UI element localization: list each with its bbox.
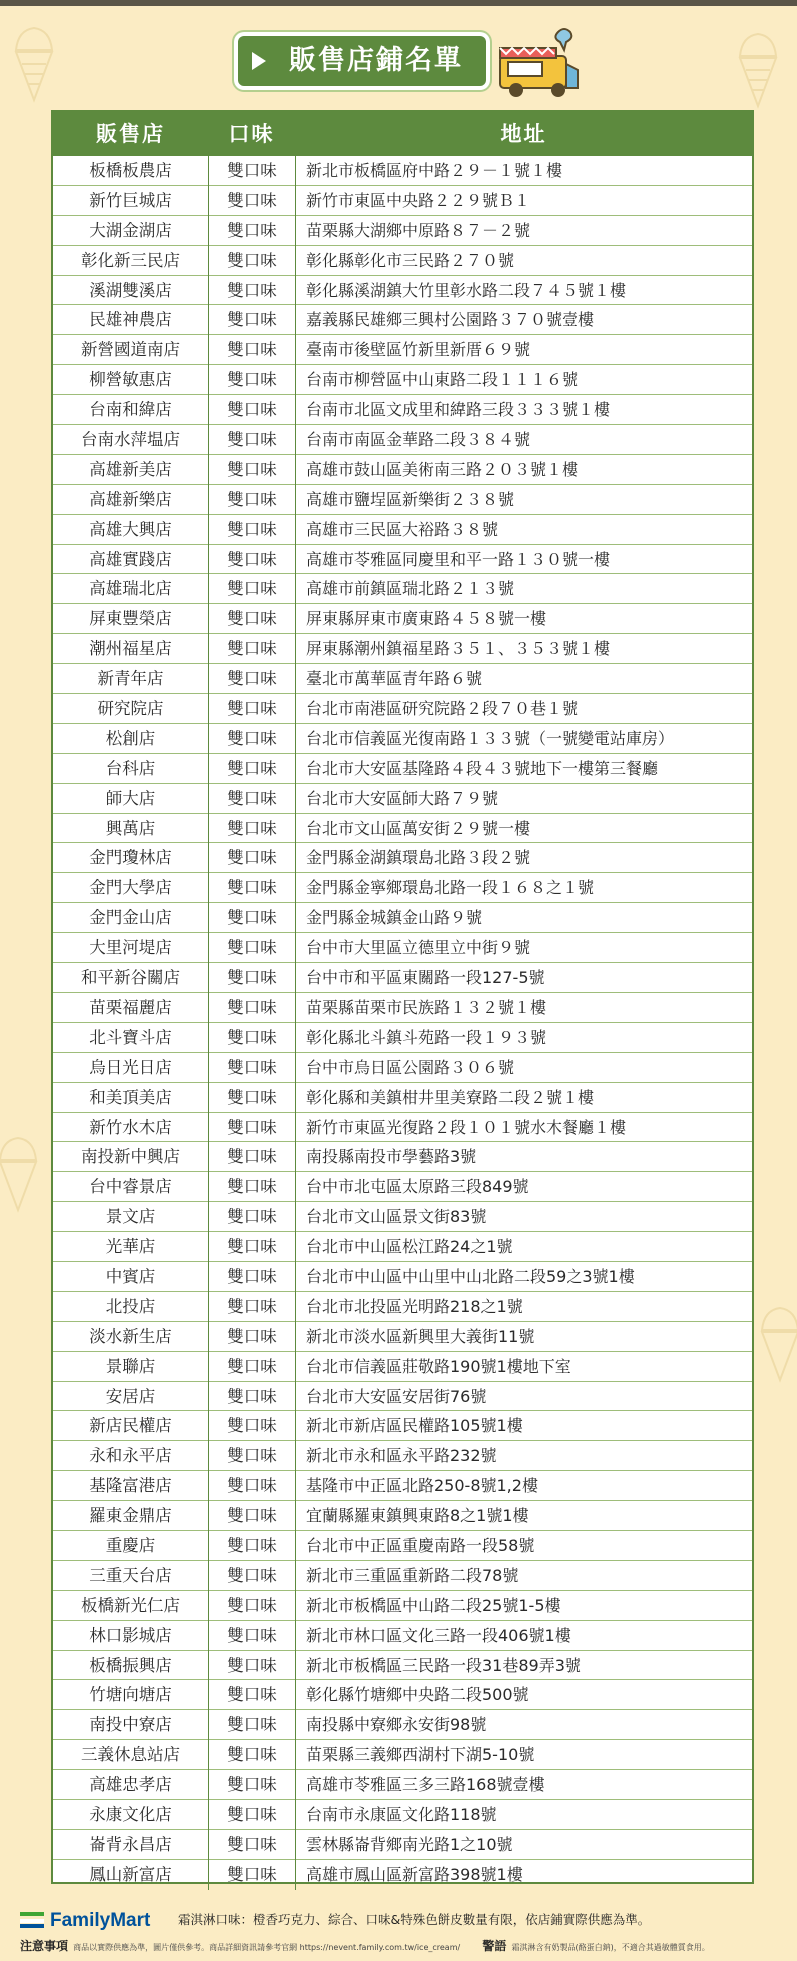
store-name-cell: 台南和緯店 [89, 400, 172, 420]
flavor-cell: 雙口味 [208, 1113, 295, 1143]
table-row [53, 1023, 752, 1053]
address-cell: 台南市南區金華路二段３８４號 [295, 425, 752, 455]
flavor-note: 霜淇淋口味：橙香巧克力、綜合、口味&特殊色餅皮數量有限，依店鋪實際供應為準。 [178, 1912, 651, 1927]
store-name-cell: 永和永平店 [89, 1446, 172, 1466]
table-row [53, 276, 752, 306]
flavor-cell: 雙口味 [208, 1352, 295, 1382]
flavor-cell: 雙口味 [208, 873, 295, 903]
store-name-cell: 柳營敏惠店 [89, 370, 172, 390]
page-title: 販售店鋪名單 [289, 45, 463, 76]
address-cell: 台南市柳營區中山東路二段１１１６號 [295, 365, 752, 395]
table-row [53, 1651, 752, 1681]
table-row [53, 604, 752, 634]
table-row [53, 903, 752, 933]
table-row [53, 186, 752, 216]
flavor-cell: 雙口味 [208, 1591, 295, 1621]
store-name-cell: 板橋板農店 [89, 161, 172, 180]
address-cell: 台北市大安區安居街76號 [295, 1382, 752, 1412]
table-row [53, 1830, 752, 1860]
address-cell: 南投縣南投市學藝路3號 [295, 1142, 752, 1172]
address-cell: 苗栗縣苗栗市民族路１３２號１樓 [295, 993, 752, 1023]
column-header-address: 地址 [500, 122, 547, 146]
table-row [53, 1740, 752, 1770]
table-row [53, 1232, 752, 1262]
store-name-cell: 三義休息站店 [81, 1745, 180, 1765]
address-cell: 台北市北投區光明路218之1號 [295, 1292, 752, 1322]
store-name-cell: 安居店 [105, 1386, 156, 1406]
table-row [53, 1441, 752, 1471]
table-row [53, 305, 752, 335]
store-name-cell: 景聯店 [105, 1356, 156, 1376]
flavor-cell: 雙口味 [208, 1202, 295, 1232]
table-row [53, 425, 752, 455]
flavor-cell: 雙口味 [208, 425, 295, 455]
store-name-cell: 高雄新樂店 [89, 489, 172, 509]
ice-cream-cone-icon [0, 1130, 46, 1216]
store-name-cell: 彰化新三民店 [81, 250, 180, 270]
flavor-cell: 雙口味 [208, 1232, 295, 1262]
flavor-cell: 雙口味 [208, 276, 295, 306]
table-body [53, 156, 752, 1890]
table-row [53, 784, 752, 814]
flavor-cell: 雙口味 [208, 1860, 295, 1890]
flavor-cell: 雙口味 [208, 664, 295, 694]
table-row [53, 1202, 752, 1232]
table-row [53, 1352, 752, 1382]
address-cell: 苗栗縣大湖鄉中原路８７－２號 [295, 216, 752, 246]
flavor-cell: 雙口味 [208, 993, 295, 1023]
address-cell: 屏東縣屏東市廣東路４５８號一樓 [295, 604, 752, 634]
address-cell: 高雄市苓雅區三多三路168號壹樓 [295, 1770, 752, 1800]
table-row [53, 574, 752, 604]
store-name-cell: 金門瓊林店 [89, 848, 172, 868]
address-cell: 台北市信義區光復南路１３３號（一號變電站庫房） [295, 724, 752, 754]
store-name-cell: 板橋振興店 [89, 1655, 172, 1675]
address-cell: 臺南市後壁區竹新里新厝６９號 [295, 335, 752, 365]
table-row [53, 455, 752, 485]
flavor-cell: 雙口味 [208, 335, 295, 365]
address-cell: 宜蘭縣羅東鎮興東路8之1號1樓 [295, 1501, 752, 1531]
store-name-cell: 大里河堤店 [89, 938, 172, 958]
flavor-cell: 雙口味 [208, 1680, 295, 1710]
flavor-cell: 雙口味 [208, 754, 295, 784]
flavor-cell: 雙口味 [208, 1023, 295, 1053]
address-cell: 臺北市萬華區青年路６號 [295, 664, 752, 694]
flavor-cell: 雙口味 [208, 1800, 295, 1830]
store-name-cell: 興萬店 [105, 818, 156, 838]
table-row [53, 1800, 752, 1830]
store-name-cell: 台科店 [105, 758, 156, 778]
flavor-cell: 雙口味 [208, 1292, 295, 1322]
flavor-cell: 雙口味 [208, 485, 295, 515]
table-row [53, 1680, 752, 1710]
flavor-cell: 雙口味 [208, 515, 295, 545]
store-name-cell: 景文店 [105, 1207, 156, 1227]
store-name-cell: 北斗寶斗店 [89, 1027, 172, 1047]
flavor-cell: 雙口味 [208, 1501, 295, 1531]
table-row [53, 1172, 752, 1202]
flavor-cell: 雙口味 [208, 574, 295, 604]
address-cell: 高雄市鳳山區新富路398號1樓 [295, 1860, 752, 1890]
store-name-cell: 基隆富港店 [89, 1476, 172, 1496]
address-cell: 台中市烏日區公園路３０６號 [295, 1053, 752, 1083]
warning-label: 警語 [482, 1939, 507, 1953]
store-name-cell: 和平新谷關店 [81, 968, 180, 988]
address-cell: 南投縣中寮鄉永安街98號 [295, 1710, 752, 1740]
footer [0, 1896, 797, 1961]
address-cell: 金門縣金湖鎮環島北路３段２號 [295, 843, 752, 873]
store-name-cell: 永康文化店 [89, 1804, 172, 1824]
flavor-cell: 雙口味 [208, 1770, 295, 1800]
address-cell: 台中市北屯區太原路三段849號 [295, 1172, 752, 1202]
table-row [53, 634, 752, 664]
table-row [53, 1621, 752, 1651]
table-row [53, 1322, 752, 1352]
table-row [53, 1770, 752, 1800]
ice-cream-truck-icon [494, 26, 584, 102]
table-row [53, 156, 752, 186]
flavor-cell: 雙口味 [208, 246, 295, 276]
address-cell: 高雄市鹽埕區新樂街２３８號 [295, 485, 752, 515]
address-cell: 台北市信義區莊敬路190號1樓地下室 [295, 1352, 752, 1382]
store-table [51, 110, 754, 1884]
table-row [53, 545, 752, 575]
store-name-cell: 新竹水木店 [89, 1117, 172, 1137]
table-row [53, 1142, 752, 1172]
address-cell: 彰化縣彰化市三民路２７０號 [295, 246, 752, 276]
flavor-cell: 雙口味 [208, 963, 295, 993]
store-name-cell: 新竹巨城店 [89, 190, 172, 210]
table-row [53, 335, 752, 365]
address-cell: 基隆市中正區北路250-8號1,2樓 [295, 1471, 752, 1501]
flavor-cell: 雙口味 [208, 843, 295, 873]
table-row [53, 485, 752, 515]
address-cell: 新北市板橋區府中路２９－１號１樓 [295, 156, 752, 186]
store-name-cell: 研究院店 [97, 699, 164, 719]
table-row [53, 1471, 752, 1501]
flavor-cell: 雙口味 [208, 216, 295, 246]
flavor-cell: 雙口味 [208, 694, 295, 724]
store-name-cell: 羅東金鼎店 [89, 1506, 172, 1526]
address-cell: 金門縣金寧鄉環島北路一段１６８之１號 [295, 873, 752, 903]
flavor-cell: 雙口味 [208, 784, 295, 814]
address-cell: 台北市大安區師大路７９號 [295, 784, 752, 814]
table-row [53, 395, 752, 425]
table-row [53, 933, 752, 963]
store-name-cell: 中賓店 [105, 1266, 156, 1286]
table-row [53, 873, 752, 903]
address-cell: 台南市北區文成里和緯路三段３３３號１樓 [295, 395, 752, 425]
table-row [53, 1411, 752, 1441]
store-name-cell: 民雄神農店 [89, 310, 172, 330]
address-cell: 台北市大安區基隆路４段４３號地下一樓第三餐廳 [295, 754, 752, 784]
store-name-cell: 大湖金湖店 [89, 220, 172, 240]
flavor-cell: 雙口味 [208, 1322, 295, 1352]
store-name-cell: 潮州福星店 [89, 639, 172, 659]
store-name-cell: 金門金山店 [89, 908, 172, 928]
flavor-cell: 雙口味 [208, 1053, 295, 1083]
table-row [53, 1531, 752, 1561]
flavor-cell: 雙口味 [208, 365, 295, 395]
address-cell: 台北市中山區松江路24之1號 [295, 1232, 752, 1262]
flavor-cell: 雙口味 [208, 1441, 295, 1471]
flavor-cell: 雙口味 [208, 1830, 295, 1860]
store-name-cell: 師大店 [105, 788, 156, 808]
flavor-cell: 雙口味 [208, 724, 295, 754]
title-banner [238, 36, 486, 86]
address-cell: 金門縣金城鎮金山路９號 [295, 903, 752, 933]
store-name-cell: 南投新中興店 [81, 1147, 180, 1167]
store-name-cell: 三重天台店 [89, 1565, 172, 1585]
store-name-cell: 竹塘向塘店 [89, 1685, 172, 1705]
flavor-cell: 雙口味 [208, 455, 295, 485]
store-name-cell: 板橋新光仁店 [81, 1595, 180, 1615]
warning-text: 霜淇淋含有奶製品(酪蛋白鈉)，不適合其過敏體質食用。 [511, 1943, 710, 1952]
flavor-cell: 雙口味 [208, 1382, 295, 1412]
notice-label: 注意事項 [20, 1939, 69, 1953]
table-row [53, 963, 752, 993]
table-row [53, 843, 752, 873]
address-cell: 台北市南港區研究院路２段７０巷１號 [295, 694, 752, 724]
address-cell: 台中市大里區立德里立中街９號 [295, 933, 752, 963]
store-name-cell: 高雄新美店 [89, 459, 172, 479]
store-name-cell: 高雄忠孝店 [89, 1775, 172, 1795]
store-name-cell: 台南水萍塭店 [81, 430, 180, 450]
table-row [53, 365, 752, 395]
flavor-cell: 雙口味 [208, 933, 295, 963]
store-name-cell: 溪湖雙溪店 [89, 280, 172, 300]
address-cell: 新竹市東區光復路２段１０１號水木餐廳１樓 [295, 1113, 752, 1143]
address-cell: 台北市中山區中山里中山北路二段59之3號1樓 [295, 1262, 752, 1292]
table-row [53, 694, 752, 724]
table-row [53, 1053, 752, 1083]
address-cell: 新竹市東區中央路２２９號Ｂ１ [295, 186, 752, 216]
address-cell: 雲林縣崙背鄉南光路1之10號 [295, 1830, 752, 1860]
ice-cream-cone-icon [752, 1300, 797, 1386]
table-row [53, 1501, 752, 1531]
table-row [53, 664, 752, 694]
flavor-cell: 雙口味 [208, 1411, 295, 1441]
table-row [53, 814, 752, 844]
column-header-flavor: 口味 [228, 122, 275, 146]
notice-text: 商品以實際供應為準，圖片僅供參考。商品詳細資訊請參考官網 https://nevent.family.com.tw/ice_cream/ [73, 1943, 461, 1952]
address-cell: 新北市林口區文化三路一段406號1樓 [295, 1621, 752, 1651]
store-name-cell: 光華店 [105, 1237, 156, 1257]
store-name-cell: 高雄大興店 [89, 519, 172, 539]
table-row [53, 754, 752, 784]
table-row [53, 216, 752, 246]
store-name-cell: 新營國道南店 [81, 340, 180, 360]
table-row [53, 515, 752, 545]
store-name-cell: 新青年店 [97, 669, 164, 689]
address-cell: 新北市板橋區中山路二段25號1-5樓 [295, 1591, 752, 1621]
flavor-cell: 雙口味 [208, 1262, 295, 1292]
address-cell: 高雄市前鎮區瑞北路２１３號 [295, 574, 752, 604]
address-cell: 屏東縣潮州鎮福星路３５１、３５３號１樓 [295, 634, 752, 664]
table-row [53, 1382, 752, 1412]
flavor-cell: 雙口味 [208, 1172, 295, 1202]
address-cell: 彰化縣溪湖鎮大竹里彰水路二段７４５號１樓 [295, 276, 752, 306]
table-row [53, 1083, 752, 1113]
store-name-cell: 松創店 [105, 728, 156, 748]
top-strip [0, 0, 797, 6]
table-row [53, 1292, 752, 1322]
column-header-store: 販售店 [96, 122, 165, 146]
address-cell: 高雄市苓雅區同慶里和平一路１３０號一樓 [295, 545, 752, 575]
table-header [53, 112, 752, 156]
flavor-cell: 雙口味 [208, 186, 295, 216]
store-name-cell: 台中睿景店 [89, 1177, 172, 1197]
address-cell: 彰化縣竹塘鄉中央路二段500號 [295, 1680, 752, 1710]
flavor-cell: 雙口味 [208, 814, 295, 844]
flavor-cell: 雙口味 [208, 1083, 295, 1113]
address-cell: 嘉義縣民雄鄉三興村公園路３７０號壹樓 [295, 305, 752, 335]
flavor-cell: 雙口味 [208, 604, 295, 634]
table-row [53, 1113, 752, 1143]
store-name-cell: 苗栗福麗店 [89, 997, 172, 1017]
store-name-cell: 鳳山新富店 [89, 1864, 172, 1884]
address-cell: 新北市淡水區新興里大義街11號 [295, 1322, 752, 1352]
address-cell: 新北市永和區永平路232號 [295, 1441, 752, 1471]
store-name-cell: 高雄實踐店 [89, 549, 172, 569]
address-cell: 台北市文山區萬安街２９號一樓 [295, 814, 752, 844]
table-row [53, 1262, 752, 1292]
address-cell: 台中市和平區東關路一段127-5號 [295, 963, 752, 993]
flavor-cell: 雙口味 [208, 1531, 295, 1561]
address-cell: 彰化縣北斗鎮斗苑路一段１９３號 [295, 1023, 752, 1053]
address-cell: 苗栗縣三義鄉西湖村下湖5-10號 [295, 1740, 752, 1770]
flavor-cell: 雙口味 [208, 634, 295, 664]
store-name-cell: 屏東豐榮店 [89, 609, 172, 629]
table-row [53, 993, 752, 1023]
flavor-cell: 雙口味 [208, 1621, 295, 1651]
address-cell: 台南市永康區文化路118號 [295, 1800, 752, 1830]
address-cell: 高雄市鼓山區美術南三路２０３號１樓 [295, 455, 752, 485]
store-name-cell: 重慶店 [105, 1535, 156, 1555]
store-name-cell: 高雄瑞北店 [89, 579, 172, 599]
table-row [53, 246, 752, 276]
footer-notices [20, 1936, 790, 1954]
familymart-logo-icon [20, 1912, 44, 1930]
store-name-cell: 淡水新生店 [89, 1326, 172, 1346]
flavor-cell: 雙口味 [208, 1740, 295, 1770]
flavor-cell: 雙口味 [208, 1142, 295, 1172]
store-name-cell: 南投中寮店 [89, 1715, 172, 1735]
store-name-cell: 烏日光日店 [89, 1057, 172, 1077]
address-cell: 新北市三重區重新路二段78號 [295, 1561, 752, 1591]
store-name-cell: 崙背永昌店 [89, 1834, 172, 1854]
title-area [0, 26, 797, 106]
table-row [53, 724, 752, 754]
flavor-cell: 雙口味 [208, 1710, 295, 1740]
flavor-cell: 雙口味 [208, 305, 295, 335]
table-row [53, 1561, 752, 1591]
address-cell: 台北市文山區景文街83號 [295, 1202, 752, 1232]
address-cell: 新北市板橋區三民路一段31巷89弄3號 [295, 1651, 752, 1681]
store-name-cell: 北投店 [105, 1296, 156, 1316]
flavor-cell: 雙口味 [208, 1561, 295, 1591]
address-cell: 新北市新店區民權路105號1樓 [295, 1411, 752, 1441]
flavor-cell: 雙口味 [208, 1471, 295, 1501]
familymart-logo-text: FamilyMart [50, 1910, 151, 1931]
table-row [53, 1591, 752, 1621]
flavor-cell: 雙口味 [208, 545, 295, 575]
table-row [53, 1860, 752, 1890]
address-cell: 彰化縣和美鎮柑井里美寮路二段２號１樓 [295, 1083, 752, 1113]
store-name-cell: 金門大學店 [89, 878, 172, 898]
store-name-cell: 林口影城店 [89, 1625, 172, 1645]
flavor-cell: 雙口味 [208, 395, 295, 425]
flavor-cell: 雙口味 [208, 903, 295, 933]
store-name-cell: 新店民權店 [89, 1416, 172, 1436]
address-cell: 高雄市三民區大裕路３８號 [295, 515, 752, 545]
table-row [53, 1710, 752, 1740]
store-name-cell: 和美頂美店 [89, 1087, 172, 1107]
address-cell: 台北市中正區重慶南路一段58號 [295, 1531, 752, 1561]
flavor-cell: 雙口味 [208, 1651, 295, 1681]
familymart-logo [20, 1908, 160, 1934]
flavor-cell: 雙口味 [208, 156, 295, 186]
